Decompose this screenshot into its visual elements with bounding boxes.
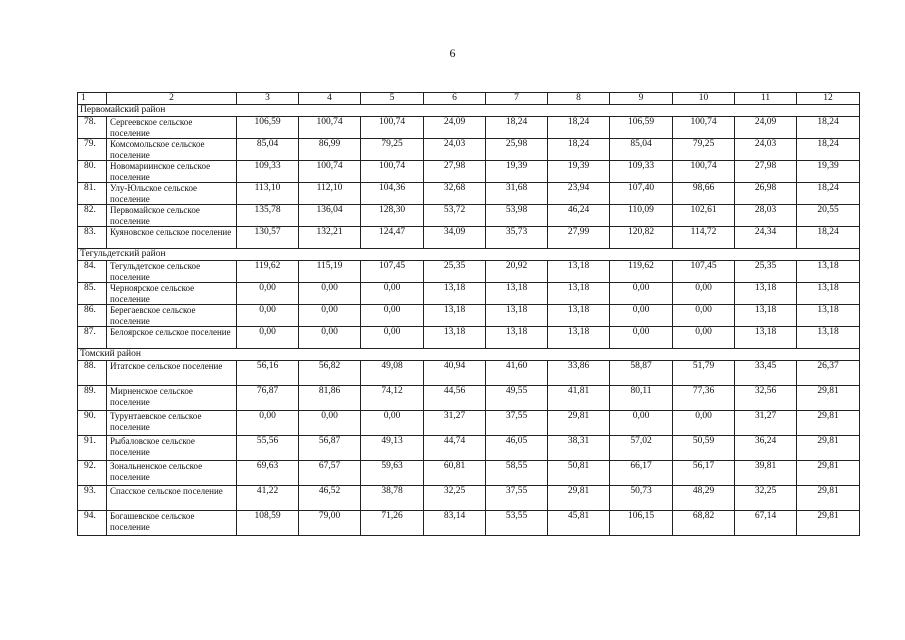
settlement-name: Зональненское сельское поселение	[107, 461, 237, 486]
row-number: 86.	[78, 305, 107, 327]
value-cell: 79,00	[299, 511, 361, 536]
value-cell: 32,25	[735, 486, 797, 511]
value-cell: 18,24	[548, 139, 610, 161]
value-cell: 46,05	[486, 436, 548, 461]
column-header: 3	[237, 93, 299, 105]
value-cell: 0,00	[361, 411, 424, 436]
column-header: 9	[610, 93, 673, 105]
settlement-name: Черноярское сельское поселение	[107, 283, 237, 305]
column-header: 11	[735, 93, 797, 105]
column-header: 5	[361, 93, 424, 105]
value-cell: 109,33	[237, 161, 299, 183]
value-cell: 102,61	[673, 205, 735, 227]
value-cell: 107,45	[673, 261, 735, 283]
table-row	[78, 327, 860, 349]
value-cell: 51,79	[673, 361, 735, 386]
table-row	[78, 205, 860, 227]
settlement-name: Куяновское сельское поселение	[107, 227, 237, 249]
value-cell: 24,34	[735, 227, 797, 249]
settlement-name: Белоярское сельское поселение	[107, 327, 237, 349]
row-number: 94.	[78, 511, 107, 536]
value-cell: 24,03	[424, 139, 486, 161]
row-number: 84.	[78, 261, 107, 283]
value-cell: 119,62	[237, 261, 299, 283]
value-cell: 29,81	[548, 411, 610, 436]
value-cell: 100,74	[299, 117, 361, 139]
value-cell: 13,18	[797, 261, 860, 283]
value-cell: 27,99	[548, 227, 610, 249]
value-cell: 132,21	[299, 227, 361, 249]
value-cell: 115,19	[299, 261, 361, 283]
value-cell: 37,55	[486, 486, 548, 511]
value-cell: 13,18	[797, 283, 860, 305]
value-cell: 120,82	[610, 227, 673, 249]
value-cell: 112,10	[299, 183, 361, 205]
value-cell: 56,82	[299, 361, 361, 386]
value-cell: 46,52	[299, 486, 361, 511]
value-cell: 46,24	[548, 205, 610, 227]
value-cell: 106,59	[610, 117, 673, 139]
value-cell: 29,81	[797, 386, 860, 411]
value-cell: 136,04	[299, 205, 361, 227]
value-cell: 53,55	[486, 511, 548, 536]
value-cell: 25,98	[486, 139, 548, 161]
value-cell: 13,18	[424, 283, 486, 305]
settlement-name: Берегаевское сельское поселение	[107, 305, 237, 327]
value-cell: 100,74	[361, 117, 424, 139]
section-row	[78, 249, 860, 261]
value-cell: 36,24	[735, 436, 797, 461]
value-cell: 49,13	[361, 436, 424, 461]
value-cell: 18,24	[797, 227, 860, 249]
value-cell: 106,15	[610, 511, 673, 536]
value-cell: 0,00	[673, 411, 735, 436]
value-cell: 13,18	[548, 261, 610, 283]
value-cell: 18,24	[548, 117, 610, 139]
value-cell: 86,99	[299, 139, 361, 161]
value-cell: 13,18	[486, 305, 548, 327]
value-cell: 69,63	[237, 461, 299, 486]
value-cell: 135,78	[237, 205, 299, 227]
value-cell: 13,18	[735, 283, 797, 305]
settlement-name: Комсомольское сельское поселение	[107, 139, 237, 161]
value-cell: 124,47	[361, 227, 424, 249]
value-cell: 53,72	[424, 205, 486, 227]
value-cell: 31,27	[424, 411, 486, 436]
row-number: 85.	[78, 283, 107, 305]
settlement-name: Мирненское сельское поселение	[107, 386, 237, 411]
value-cell: 100,74	[361, 161, 424, 183]
row-number: 88.	[78, 361, 107, 386]
table-row	[78, 261, 860, 283]
value-cell: 33,86	[548, 361, 610, 386]
value-cell: 13,18	[424, 305, 486, 327]
value-cell: 49,08	[361, 361, 424, 386]
section-title: Томский район	[78, 349, 860, 361]
value-cell: 37,55	[486, 411, 548, 436]
value-cell: 49,55	[486, 386, 548, 411]
value-cell: 53,98	[486, 205, 548, 227]
value-cell: 68,82	[673, 511, 735, 536]
settlement-name: Богашевское сельское поселение	[107, 511, 237, 536]
value-cell: 0,00	[361, 283, 424, 305]
value-cell: 110,09	[610, 205, 673, 227]
value-cell: 19,39	[797, 161, 860, 183]
value-cell: 67,57	[299, 461, 361, 486]
value-cell: 29,81	[797, 486, 860, 511]
value-cell: 71,26	[361, 511, 424, 536]
settlement-name: Итатское сельское поселение	[107, 361, 237, 386]
value-cell: 0,00	[610, 305, 673, 327]
value-cell: 0,00	[673, 305, 735, 327]
value-cell: 100,74	[673, 161, 735, 183]
value-cell: 29,81	[797, 511, 860, 536]
table-row	[78, 117, 860, 139]
value-cell: 23,94	[548, 183, 610, 205]
table-row	[78, 139, 860, 161]
section-title: Тегульдетский район	[78, 249, 860, 261]
value-cell: 13,18	[548, 305, 610, 327]
value-cell: 81,86	[299, 386, 361, 411]
value-cell: 79,25	[361, 139, 424, 161]
value-cell: 100,74	[673, 117, 735, 139]
column-header: 12	[797, 93, 860, 105]
column-header: 4	[299, 93, 361, 105]
value-cell: 56,17	[673, 461, 735, 486]
row-number: 78.	[78, 117, 107, 139]
value-cell: 29,81	[548, 486, 610, 511]
value-cell: 44,74	[424, 436, 486, 461]
value-cell: 67,14	[735, 511, 797, 536]
value-cell: 31,68	[486, 183, 548, 205]
table-row	[78, 411, 860, 436]
value-cell: 85,04	[237, 139, 299, 161]
value-cell: 0,00	[610, 411, 673, 436]
value-cell: 108,59	[237, 511, 299, 536]
value-cell: 80,11	[610, 386, 673, 411]
value-cell: 24,03	[735, 139, 797, 161]
value-cell: 79,25	[673, 139, 735, 161]
value-cell: 41,81	[548, 386, 610, 411]
value-cell: 26,98	[735, 183, 797, 205]
value-cell: 60,81	[424, 461, 486, 486]
settlement-name: Спасское сельское поселение	[107, 486, 237, 511]
value-cell: 19,39	[548, 161, 610, 183]
value-cell: 27,98	[735, 161, 797, 183]
row-number: 92.	[78, 461, 107, 486]
value-cell: 59,63	[361, 461, 424, 486]
tariff-table	[77, 92, 860, 536]
settlement-name: Первомайское сельское поселение	[107, 205, 237, 227]
value-cell: 0,00	[361, 327, 424, 349]
value-cell: 32,56	[735, 386, 797, 411]
table-row	[78, 386, 860, 411]
value-cell: 107,40	[610, 183, 673, 205]
row-number: 91.	[78, 436, 107, 461]
value-cell: 28,03	[735, 205, 797, 227]
value-cell: 24,09	[735, 117, 797, 139]
value-cell: 0,00	[237, 305, 299, 327]
value-cell: 0,00	[299, 411, 361, 436]
value-cell: 31,27	[735, 411, 797, 436]
value-cell: 58,55	[486, 461, 548, 486]
header-row	[78, 93, 860, 105]
row-number: 93.	[78, 486, 107, 511]
value-cell: 38,31	[548, 436, 610, 461]
column-header: 10	[673, 93, 735, 105]
value-cell: 66,17	[610, 461, 673, 486]
value-cell: 13,18	[797, 305, 860, 327]
value-cell: 45,81	[548, 511, 610, 536]
page-number: 6	[449, 46, 456, 60]
value-cell: 56,16	[237, 361, 299, 386]
settlement-name: Турунтаевское сельское поселение	[107, 411, 237, 436]
value-cell: 113,10	[237, 183, 299, 205]
value-cell: 13,18	[735, 327, 797, 349]
value-cell: 26,37	[797, 361, 860, 386]
value-cell: 0,00	[673, 327, 735, 349]
value-cell: 107,45	[361, 261, 424, 283]
value-cell: 35,73	[486, 227, 548, 249]
value-cell: 114,72	[673, 227, 735, 249]
value-cell: 56,87	[299, 436, 361, 461]
value-cell: 20,92	[486, 261, 548, 283]
value-cell: 48,29	[673, 486, 735, 511]
value-cell: 34,09	[424, 227, 486, 249]
row-number: 80.	[78, 161, 107, 183]
value-cell: 98,66	[673, 183, 735, 205]
settlement-name: Рыбаловское сельское поселение	[107, 436, 237, 461]
value-cell: 0,00	[299, 305, 361, 327]
row-number: 82.	[78, 205, 107, 227]
table-row	[78, 461, 860, 486]
row-number: 83.	[78, 227, 107, 249]
value-cell: 106,59	[237, 117, 299, 139]
value-cell: 13,18	[424, 327, 486, 349]
row-number: 81.	[78, 183, 107, 205]
table-body	[78, 93, 860, 536]
value-cell: 18,24	[486, 117, 548, 139]
value-cell: 85,04	[610, 139, 673, 161]
row-number: 90.	[78, 411, 107, 436]
settlement-name: Сергеевское сельское поселение	[107, 117, 237, 139]
value-cell: 18,24	[797, 139, 860, 161]
value-cell: 44,56	[424, 386, 486, 411]
table-row	[78, 436, 860, 461]
settlement-name: Новомариинское сельское поселение	[107, 161, 237, 183]
value-cell: 0,00	[299, 327, 361, 349]
settlement-name: Тегульдетское сельское поселение	[107, 261, 237, 283]
value-cell: 0,00	[237, 283, 299, 305]
value-cell: 41,60	[486, 361, 548, 386]
column-header: 1	[78, 93, 107, 105]
value-cell: 0,00	[299, 283, 361, 305]
value-cell: 0,00	[673, 283, 735, 305]
table-row	[78, 161, 860, 183]
value-cell: 29,81	[797, 436, 860, 461]
value-cell: 119,62	[610, 261, 673, 283]
value-cell: 24,09	[424, 117, 486, 139]
settlement-name: Улу-Юльское сельское поселение	[107, 183, 237, 205]
value-cell: 109,33	[610, 161, 673, 183]
value-cell: 55,56	[237, 436, 299, 461]
table-row	[78, 227, 860, 249]
row-number: 89.	[78, 386, 107, 411]
value-cell: 0,00	[361, 305, 424, 327]
value-cell: 76,87	[237, 386, 299, 411]
value-cell: 57,02	[610, 436, 673, 461]
value-cell: 29,81	[797, 461, 860, 486]
value-cell: 19,39	[486, 161, 548, 183]
value-cell: 13,18	[735, 305, 797, 327]
value-cell: 13,18	[797, 327, 860, 349]
column-header: 7	[486, 93, 548, 105]
value-cell: 25,35	[424, 261, 486, 283]
value-cell: 77,36	[673, 386, 735, 411]
table-row	[78, 511, 860, 536]
value-cell: 20,55	[797, 205, 860, 227]
column-header: 6	[424, 93, 486, 105]
value-cell: 104,36	[361, 183, 424, 205]
value-cell: 18,24	[797, 183, 860, 205]
value-cell: 39,81	[735, 461, 797, 486]
table-row	[78, 283, 860, 305]
section-row	[78, 105, 860, 117]
value-cell: 13,18	[548, 327, 610, 349]
value-cell: 29,81	[797, 411, 860, 436]
value-cell: 0,00	[610, 327, 673, 349]
table-row	[78, 361, 860, 386]
value-cell: 0,00	[610, 283, 673, 305]
table-row	[78, 183, 860, 205]
value-cell: 74,12	[361, 386, 424, 411]
value-cell: 41,22	[237, 486, 299, 511]
section-title: Первомайский район	[78, 105, 860, 117]
column-header: 8	[548, 93, 610, 105]
value-cell: 50,73	[610, 486, 673, 511]
value-cell: 50,59	[673, 436, 735, 461]
value-cell: 50,81	[548, 461, 610, 486]
value-cell: 40,94	[424, 361, 486, 386]
table-row	[78, 305, 860, 327]
table-row	[78, 486, 860, 511]
column-header: 2	[107, 93, 237, 105]
row-number: 87.	[78, 327, 107, 349]
value-cell: 100,74	[299, 161, 361, 183]
section-row	[78, 349, 860, 361]
value-cell: 33,45	[735, 361, 797, 386]
value-cell: 13,18	[486, 327, 548, 349]
value-cell: 83,14	[424, 511, 486, 536]
value-cell: 27,98	[424, 161, 486, 183]
value-cell: 32,68	[424, 183, 486, 205]
value-cell: 18,24	[797, 117, 860, 139]
value-cell: 38,78	[361, 486, 424, 511]
value-cell: 13,18	[486, 283, 548, 305]
value-cell: 128,30	[361, 205, 424, 227]
value-cell: 130,57	[237, 227, 299, 249]
value-cell: 0,00	[237, 411, 299, 436]
value-cell: 0,00	[237, 327, 299, 349]
row-number: 79.	[78, 139, 107, 161]
value-cell: 25,35	[735, 261, 797, 283]
value-cell: 32,25	[424, 486, 486, 511]
value-cell: 13,18	[548, 283, 610, 305]
value-cell: 58,87	[610, 361, 673, 386]
